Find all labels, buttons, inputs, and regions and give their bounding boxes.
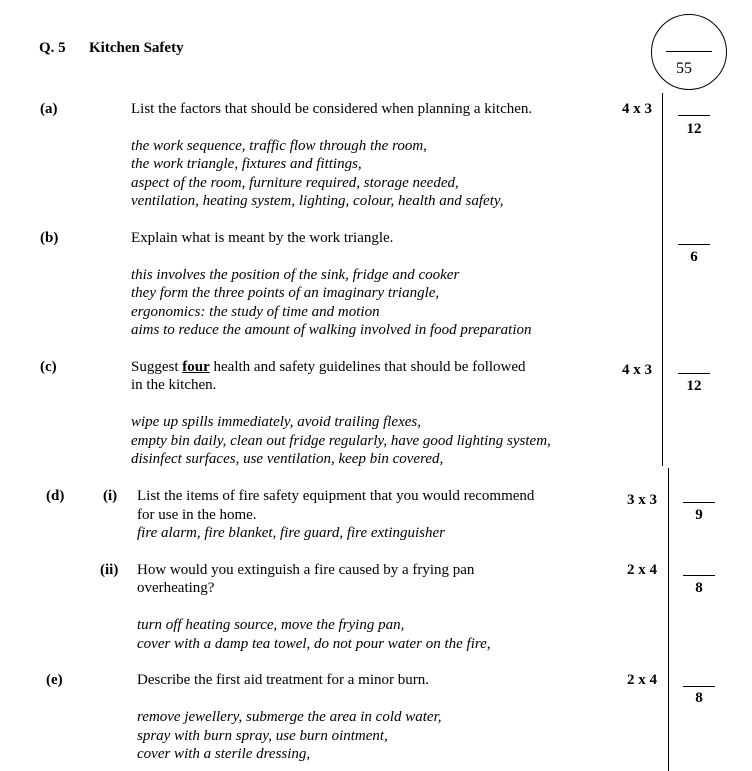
part-a-score-line xyxy=(678,115,710,116)
part-b-label: (b) xyxy=(40,230,59,246)
part-e-answer-1: remove jewellery, submerge the area in cold water, xyxy=(137,709,442,725)
part-d-i-marks: 3 x 3 xyxy=(627,492,657,508)
part-b-answer-2: they form the three points of an imaginary triangle, xyxy=(131,285,440,301)
part-d-label: (d) xyxy=(46,488,65,504)
total-marks-line xyxy=(666,51,712,52)
part-a-answer-1: the work sequence, traffic flow through the room, xyxy=(131,138,427,154)
part-d-i-question-1: List the items of fire safety equipment that you would recommend xyxy=(137,488,535,504)
part-d-i-score: 9 xyxy=(695,507,703,523)
part-d-ii-label: (ii) xyxy=(100,562,119,578)
part-c-score: 12 xyxy=(686,378,702,394)
part-d-i-score-line xyxy=(683,502,715,503)
part-c-question-emph: four xyxy=(182,359,210,375)
part-c-label: (c) xyxy=(40,359,57,375)
margin-rule-lower xyxy=(668,468,669,771)
part-d-ii-answer-1: turn off heating source, move the frying pan, xyxy=(137,617,405,633)
part-c-answer-3: disinfect surfaces, use ventilation, keep bin covered, xyxy=(131,451,444,467)
total-marks: 55 xyxy=(676,60,692,77)
part-e-marks: 2 x 4 xyxy=(627,672,657,688)
part-d-ii-question-1: How would you extinguish a fire caused by a frying pan xyxy=(137,562,475,578)
part-d-ii-marks: 2 x 4 xyxy=(627,562,657,578)
part-c-question-line2: in the kitchen. xyxy=(131,377,217,393)
part-e-answer-2: spray with burn spray, use burn ointment, xyxy=(137,728,388,744)
part-a-score: 12 xyxy=(686,121,702,137)
total-marks-circle xyxy=(651,14,727,90)
part-a-answer-2: the work triangle, fixtures and fittings, xyxy=(131,156,362,172)
part-c-answer-2: empty bin daily, clean out fridge regularly, have good lighting system, xyxy=(131,433,551,449)
part-b-answer-3: ergonomics: the study of time and motion xyxy=(131,304,380,320)
part-d-ii-answer-2: cover with a damp tea towel, do not pour water on the fire, xyxy=(137,636,491,652)
part-c-marks: 4 x 3 xyxy=(622,362,652,378)
part-e-score: 8 xyxy=(695,690,703,706)
part-d-i-label: (i) xyxy=(103,488,118,504)
part-d-i-answer: fire alarm, fire blanket, fire guard, fire extinguisher xyxy=(137,525,446,541)
part-a-answer-4: ventilation, heating system, lighting, colour, health and safety, xyxy=(131,193,504,209)
part-d-i-question-2: for use in the home. xyxy=(137,507,257,523)
question-title: Kitchen Safety xyxy=(89,40,184,56)
part-c-question-post: health and safety guidelines that should be followed xyxy=(209,359,526,375)
margin-rule-upper xyxy=(662,93,663,466)
part-e-question: Describe the first aid treatment for a minor burn. xyxy=(137,672,429,688)
part-d-ii-score-line xyxy=(683,575,715,576)
part-b-score-line xyxy=(678,244,710,245)
part-e-answer-3: cover with a sterile dressing, xyxy=(137,746,311,762)
part-e-score-line xyxy=(683,686,715,687)
question-number: Q. 5 xyxy=(39,40,66,56)
part-b-question: Explain what is meant by the work triangle. xyxy=(131,230,394,246)
part-e-label: (e) xyxy=(46,672,63,688)
part-b-answer-4: aims to reduce the amount of walking involved in food preparation xyxy=(131,322,532,338)
part-c-score-line xyxy=(678,373,710,374)
part-a-label: (a) xyxy=(40,101,58,117)
part-a-question: List the factors that should be considered when planning a kitchen. xyxy=(131,101,533,117)
part-b-score: 6 xyxy=(690,249,698,265)
part-b-answer-1: this involves the position of the sink, fridge and cooker xyxy=(131,267,460,283)
part-d-ii-question-2: overheating? xyxy=(137,580,215,596)
part-c-answer-1: wipe up spills immediately, avoid trailing flexes, xyxy=(131,414,421,430)
part-a-answer-3: aspect of the room, furniture required, storage needed, xyxy=(131,175,459,191)
part-d-ii-score: 8 xyxy=(695,580,703,596)
part-c-question-pre: Suggest xyxy=(131,359,183,375)
part-a-marks: 4 x 3 xyxy=(622,101,652,117)
part-c-question xyxy=(131,358,526,376)
